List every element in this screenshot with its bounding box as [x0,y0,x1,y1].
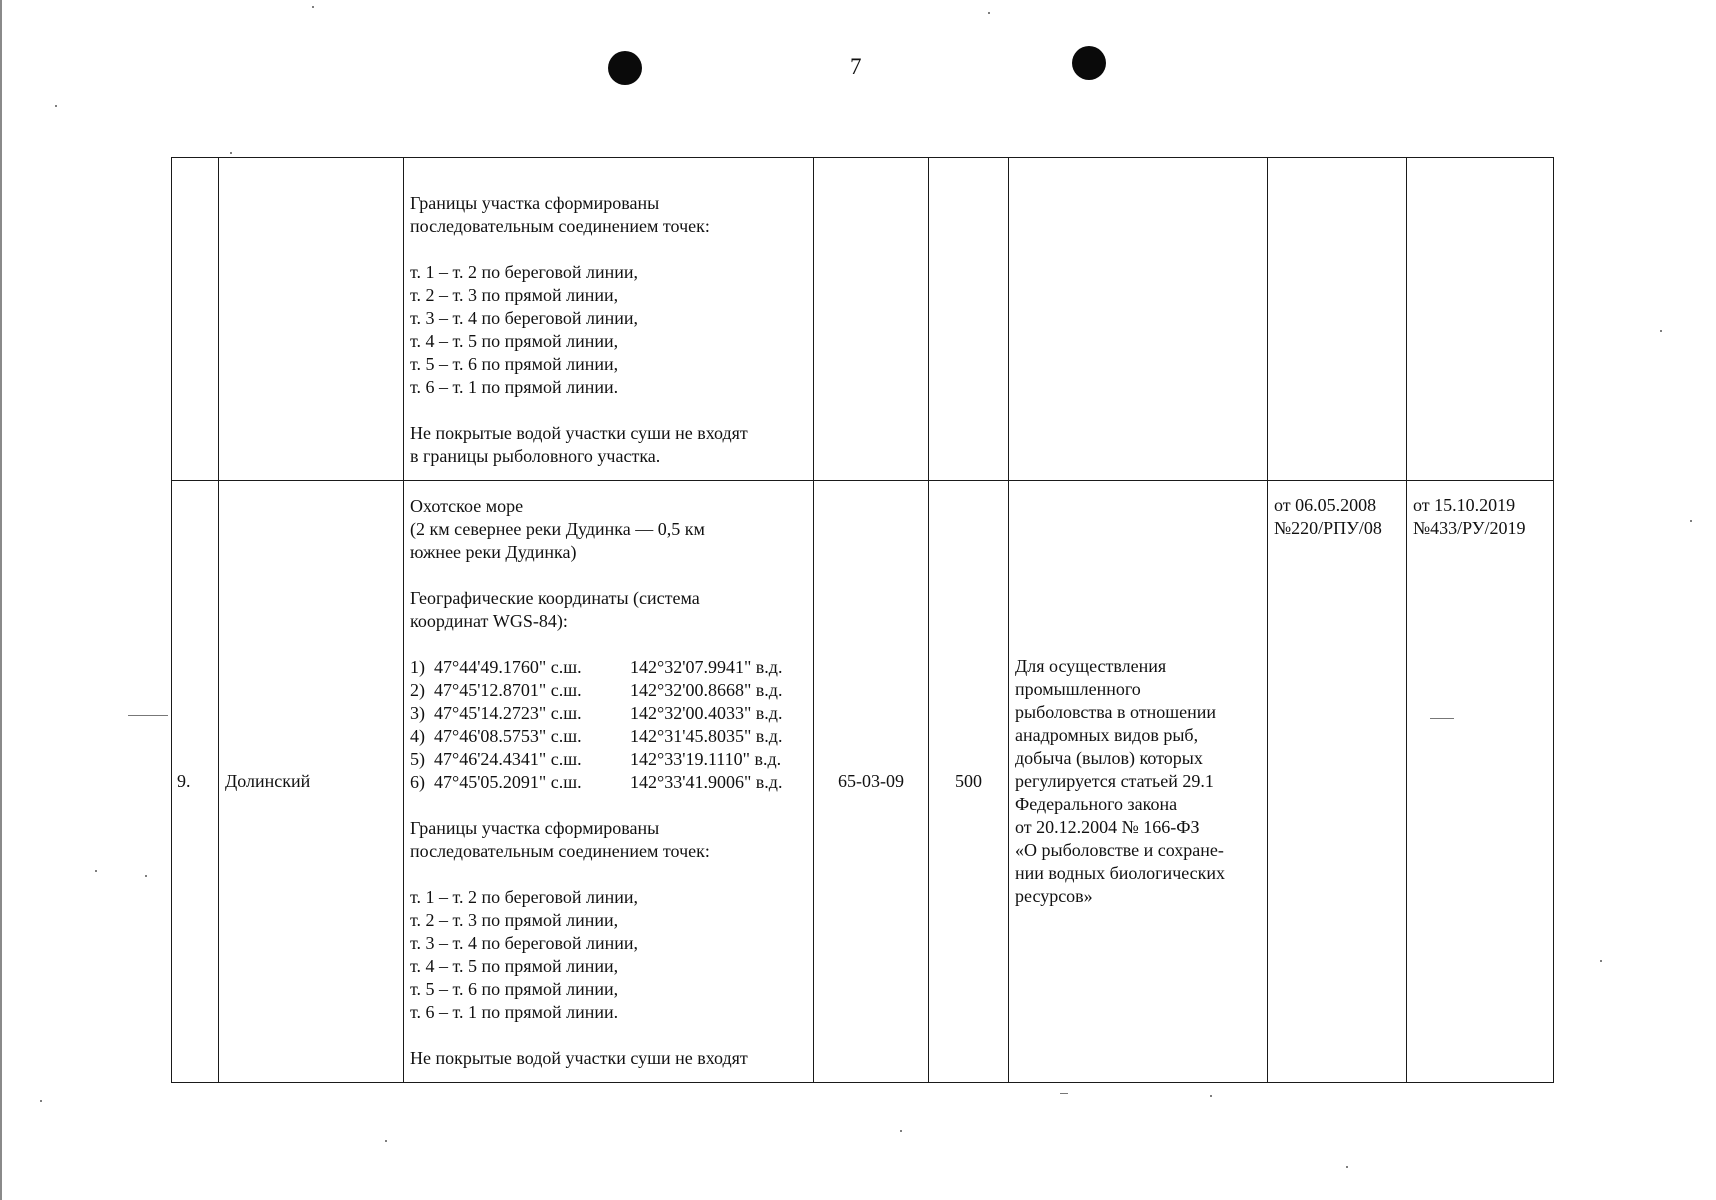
row-number-cell [172,158,219,481]
text-line: Не покрытые водой участки суши не входят [410,423,748,443]
text-line: т. 3 – т. 4 по береговой линии, [410,308,639,328]
scan-speck [40,1100,42,1102]
text-line: последовательным соединением точек: [410,216,710,236]
text-line: т. 1 – т. 2 по береговой линии, [410,262,639,282]
text-line: рыболовства в отношении [1015,702,1217,722]
blank-line [410,238,807,261]
decision-date-cell [1407,481,1554,1083]
scan-speck [385,1140,387,1142]
text-line: нии водных биологических [1015,863,1226,883]
text-line: последовательным соединением точек: [410,841,710,861]
scan-dash [1430,718,1454,719]
scan-speck [312,6,314,8]
site-location-text [410,495,807,656]
text-line: Границы участка сформированы [410,818,660,838]
text-line: ресурсов» [1015,886,1093,906]
decision-date [1407,481,1553,540]
text-line: анадромных видов рыб, [1015,725,1199,745]
text-line: Федерального закона [1015,794,1178,814]
latitude-value: 1) 47°44'49.1760" с.ш. [410,657,582,677]
site-description [404,158,813,468]
scan-dash [1060,1093,1068,1094]
scan-speck [900,1130,902,1132]
purpose-text [1009,655,1267,908]
text-line: т. 6 – т. 1 по прямой линии. [410,377,619,397]
scan-speck [1660,330,1662,332]
page-edge [0,0,2,1200]
text-line: регулируется статьей 29.1 [1015,771,1214,791]
text-line: добыча (вылов) которых [1015,748,1203,768]
coordinate-line [410,702,807,725]
text-line: №433/РУ/2019 [1413,518,1526,538]
text-line: (2 км севернее реки Дудинка — 0,5 км [410,519,705,539]
text-line: Географические координаты (система [410,588,700,608]
latitude-value: 2) 47°45'12.8701" с.ш. [410,680,582,700]
latitude-value: 3) 47°45'14.2723" с.ш. [410,703,582,723]
longitude-value: 142°33'19.1110" в.д. [630,749,782,769]
scan-speck [1690,520,1692,522]
site-area-cell [929,158,1009,481]
purpose-cell [1009,481,1268,1083]
blank-line [410,794,807,817]
site-name-cell [219,481,404,1083]
text-line: Границы участка сформированы [410,193,660,213]
site-name: Долинский [225,771,311,791]
text-line: Не покрытые водой участки суши не входят [410,1048,748,1068]
text-line: т. 3 – т. 4 по береговой линии, [410,933,639,953]
text-line: Для осуществления [1015,656,1167,676]
blank-line [410,564,807,587]
text-line: т. 6 – т. 1 по прямой линии. [410,1002,619,1022]
site-area: 500 [955,771,982,791]
scan-speck [1210,1095,1212,1097]
site-description [404,481,813,1070]
blank-line [410,1024,807,1047]
text-line: от 06.05.2008 [1274,495,1377,515]
text-line: от 15.10.2019 [1413,495,1516,515]
coordinate-line [410,725,807,748]
text-line: промышленного [1015,679,1141,699]
text-line: южнее реки Дудинка) [410,542,577,562]
longitude-value: 142°32'07.9941" в.д. [630,657,783,677]
text-line: в границы рыболовного участка. [410,446,661,466]
scan-speck [1600,960,1602,962]
text-line: т. 5 – т. 6 по прямой линии, [410,354,619,374]
text-line: «О рыболовстве и сохране- [1015,840,1224,860]
decision-date-cell [1407,158,1554,481]
coordinate-line [410,748,807,771]
longitude-value: 142°33'41.9006" в.д. [630,772,783,792]
scan-speck [988,12,990,14]
scan-dash [128,715,168,716]
table-row [172,158,1554,481]
text-line: т. 2 – т. 3 по прямой линии, [410,285,619,305]
text-line: т. 2 – т. 3 по прямой линии, [410,910,619,930]
scan-speck [145,875,147,877]
site-code-cell [814,481,929,1083]
scan-speck [1346,1166,1348,1168]
text-line: от 20.12.2004 № 166-ФЗ [1015,817,1200,837]
blank-line [410,399,807,422]
coordinate-line [410,679,807,702]
site-area-cell [929,481,1009,1083]
page-number: 7 [850,54,862,79]
punch-hole-left [608,51,642,85]
agreement-date [1268,481,1406,540]
site-code-cell [814,158,929,481]
latitude-value: 5) 47°46'24.4341" с.ш. [410,749,582,769]
scan-speck [95,870,97,872]
coordinates-list [410,656,807,794]
site-name-cell [219,158,404,481]
agreement-date-cell [1268,158,1407,481]
latitude-value: 4) 47°46'08.5753" с.ш. [410,726,582,746]
text-line: координат WGS-84): [410,611,568,631]
scan-speck [230,152,232,154]
site-description-cell [404,158,814,481]
row-number-cell [172,481,219,1083]
purpose-cell [1009,158,1268,481]
blank-line [410,863,807,886]
text-line: т. 4 – т. 5 по прямой линии, [410,331,619,351]
coordinate-line [410,656,807,679]
blank-line [410,633,807,656]
agreement-date-cell [1268,481,1407,1083]
text-line: т. 4 – т. 5 по прямой линии, [410,956,619,976]
boundary-description [410,794,807,1070]
text-line: Охотское море [410,496,524,516]
scan-speck [55,105,57,107]
coordinate-line [410,771,807,794]
text-line: т. 5 – т. 6 по прямой линии, [410,979,619,999]
longitude-value: 142°32'00.8668" в.д. [630,680,783,700]
table-row [172,481,1554,1083]
text-line: №220/РПУ/08 [1274,518,1382,538]
fishing-sites-table [171,157,1554,1083]
longitude-value: 142°31'45.8035" в.д. [630,726,783,746]
site-description-cell [404,481,814,1083]
site-code: 65-03-09 [838,771,904,791]
punch-hole-right [1072,46,1106,80]
text-line: т. 1 – т. 2 по береговой линии, [410,887,639,907]
longitude-value: 142°32'00.4033" в.д. [630,703,783,723]
latitude-value: 6) 47°45'05.2091" с.ш. [410,772,582,792]
row-number: 9. [177,771,191,791]
